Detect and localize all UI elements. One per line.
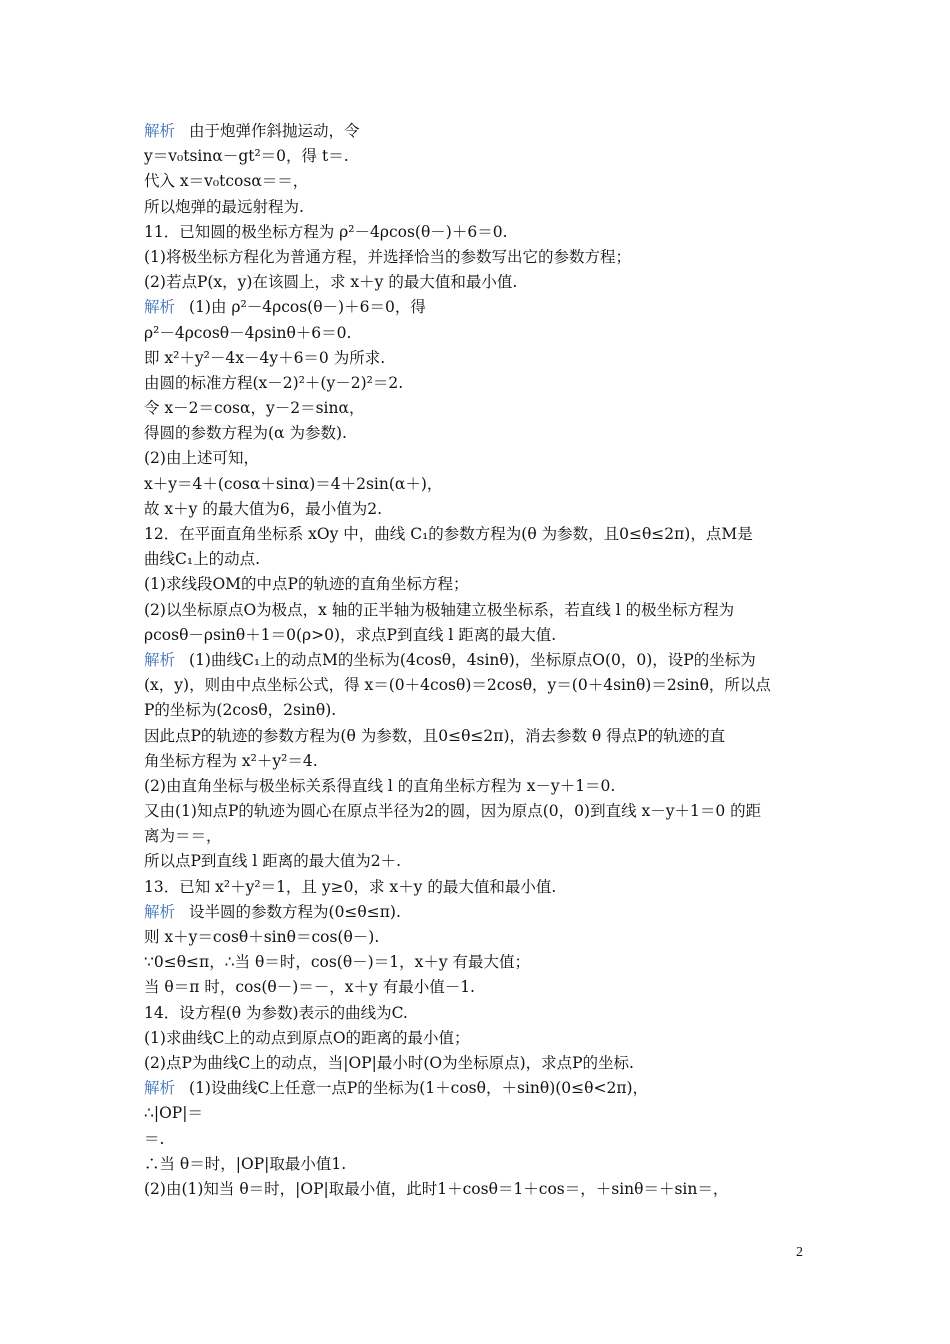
text-line — [144, 547, 824, 572]
text-line — [144, 522, 824, 547]
text-line — [144, 472, 824, 497]
line-text: ρ²－4ρcosθ－4ρsinθ＋6＝0. — [144, 323, 352, 342]
text-line — [144, 875, 824, 900]
analysis-label: 解析 — [144, 902, 176, 921]
text-line — [144, 321, 824, 346]
text-line — [144, 1051, 824, 1076]
line-text: (2)由上述可知， — [144, 449, 259, 468]
line-text: ∴当 θ＝时，|OP|取最小值1. — [144, 1154, 347, 1173]
text-line — [144, 1127, 824, 1152]
text-line — [144, 144, 824, 169]
text-line — [144, 749, 824, 774]
line-text: 由圆的标准方程(x－2)²＋(y－2)²＝2. — [144, 373, 404, 392]
text-line — [144, 1001, 824, 1026]
line-text: 故 x＋y 的最大值为6，最小值为2. — [144, 499, 383, 518]
line-text: (2)由(1)知当 θ＝时，|OP|取最小值，此时1＋cosθ＝1＋cos＝，＋sinθ＝＋sin＝， — [144, 1179, 729, 1198]
line-text: 因此点P的轨迹的参数方程为(θ 为参数，且0≤θ≤2π)，消去参数 θ 得点P的轨迹的直 — [144, 726, 726, 745]
line-text: 曲线C₁上的动点. — [144, 550, 261, 569]
text-line — [144, 371, 824, 396]
line-text: 11．已知圆的极坐标方程为 ρ²－4ρcos(θ－)＋6＝0. — [144, 222, 508, 241]
line-text: (1)由 ρ²－4ρcos(θ－)＋6＝0，得 — [189, 298, 426, 317]
text-line — [144, 169, 824, 194]
line-text: (2)由直角坐标与极坐标关系得直线 l 的直角坐标方程为 x－y＋1＝0. — [144, 776, 616, 795]
line-text: 14．设方程(θ 为参数)表示的曲线为C. — [144, 1003, 408, 1022]
line-text: 则 x＋y＝cosθ＋sinθ＝cos(θ－). — [144, 928, 380, 946]
text-line — [144, 950, 824, 975]
text-line — [144, 497, 824, 522]
text-line — [144, 245, 824, 270]
line-text: 所以炮弹的最远射程为. — [144, 197, 304, 216]
text-line — [144, 975, 824, 1000]
text-line — [144, 220, 824, 245]
line-text: 代入 x＝v₀tcosα＝＝， — [144, 172, 309, 191]
text-line — [144, 1177, 824, 1202]
line-text: 当 θ＝π 时，cos(θ－)＝－，x＋y 有最小值－1. — [144, 978, 475, 997]
text-line — [144, 724, 824, 749]
line-text: ρcosθ－ρsinθ＋1＝0(ρ>0)，求点P到直线 l 距离的最大值. — [144, 625, 557, 644]
line-text: 由于炮弹作斜抛运动，令 — [189, 122, 360, 140]
line-text: (2)点P为曲线C上的动点，当|OP|最小时(O为坐标原点)，求点P的坐标. — [144, 1053, 634, 1072]
line-text: 离为＝＝， — [144, 827, 222, 846]
text-line — [144, 1026, 824, 1051]
line-text: 又由(1)知点P的轨迹为圆心在原点半径为2的圆，因为原点(0，0)到直线 x－y＋1＝0 的距 — [144, 802, 762, 821]
text-line — [144, 270, 824, 295]
text-line — [144, 623, 824, 648]
line-text: 得圆的参数方程为(α 为参数). — [144, 424, 347, 443]
text-line — [144, 698, 824, 723]
document-body — [144, 119, 824, 1202]
line-text: y＝v₀tsinα－gt²＝0，得 t＝. — [144, 147, 349, 166]
text-line — [144, 925, 824, 950]
analysis-label: 解析 — [144, 1079, 176, 1098]
text-line — [144, 446, 824, 471]
text-line — [144, 1101, 824, 1126]
text-line — [144, 119, 824, 144]
line-text: (x，y)，则由中点坐标公式，得 x＝(0＋4cosθ)＝2cosθ，y＝(0＋4sinθ)＝2sinθ，所以点 — [144, 676, 771, 695]
line-text: (1)曲线C₁上的动点M的坐标为(4cosθ，4sinθ)，坐标原点O(0，0)，设P的坐标为 — [189, 650, 756, 669]
analysis-label: 解析 — [144, 298, 176, 317]
line-text: P的坐标为(2cosθ，2sinθ). — [144, 701, 337, 720]
line-text: (1)求线段OM的中点P的轨迹的直角坐标方程； — [144, 575, 469, 594]
line-text: 角坐标方程为 x²＋y²＝4. — [144, 751, 318, 770]
text-line — [144, 396, 824, 421]
line-text: (1)求曲线C上的动点到原点O的距离的最小值； — [144, 1028, 470, 1047]
analysis-label: 解析 — [144, 650, 176, 669]
text-line — [144, 572, 824, 597]
text-line — [144, 1076, 824, 1101]
analysis-label: 解析 — [144, 122, 176, 140]
text-line — [144, 900, 824, 925]
page-number: 2 — [796, 1245, 803, 1260]
line-text: 12．在平面直角坐标系 xOy 中，曲线 C₁的参数方程为(θ 为参数，且0≤θ≤2π)，点M是 — [144, 525, 753, 543]
text-line — [144, 295, 824, 320]
text-line — [144, 824, 824, 849]
line-text: (1)设曲线C上任意一点P的坐标为(1＋cosθ，＋sinθ)(0≤θ<2π)， — [189, 1079, 649, 1098]
text-line — [144, 598, 824, 623]
line-text: 设半圆的参数方程为(0≤θ≤π). — [189, 902, 401, 921]
text-line — [144, 849, 824, 874]
line-text: x＋y＝4＋(cosα＋sinα)＝4＋2sin(α＋)， — [144, 474, 443, 493]
line-text: ∴|OP|＝ — [144, 1104, 203, 1123]
text-line — [144, 421, 824, 446]
text-line — [144, 1152, 824, 1177]
line-text: ∵0≤θ≤π，∴当 θ＝时，cos(θ－)＝1，x＋y 有最大值； — [144, 953, 531, 972]
line-text: 所以点P到直线 l 距离的最大值为2＋. — [144, 852, 402, 871]
line-text: 令 x－2＝cosα，y－2＝sinα， — [144, 399, 365, 418]
line-text: 即 x²＋y²－4x－4y＋6＝0 为所求. — [144, 348, 386, 367]
text-line — [144, 799, 824, 824]
line-text: (2)以坐标原点O为极点，x 轴的正半轴为极轴建立极坐标系，若直线 l 的极坐标方程为 — [144, 600, 735, 619]
text-line — [144, 648, 824, 673]
line-text: 13．已知 x²＋y²＝1，且 y≥0，求 x＋y 的最大值和最小值. — [144, 877, 557, 896]
text-line — [144, 673, 824, 698]
text-line — [144, 774, 824, 799]
text-line — [144, 346, 824, 371]
line-text: ＝. — [144, 1129, 165, 1148]
text-line — [144, 195, 824, 220]
line-text: (1)将极坐标方程化为普通方程，并选择恰当的参数写出它的参数方程； — [144, 247, 631, 266]
line-text: (2)若点P(x，y)在该圆上，求 x＋y 的最大值和最小值. — [144, 273, 518, 292]
